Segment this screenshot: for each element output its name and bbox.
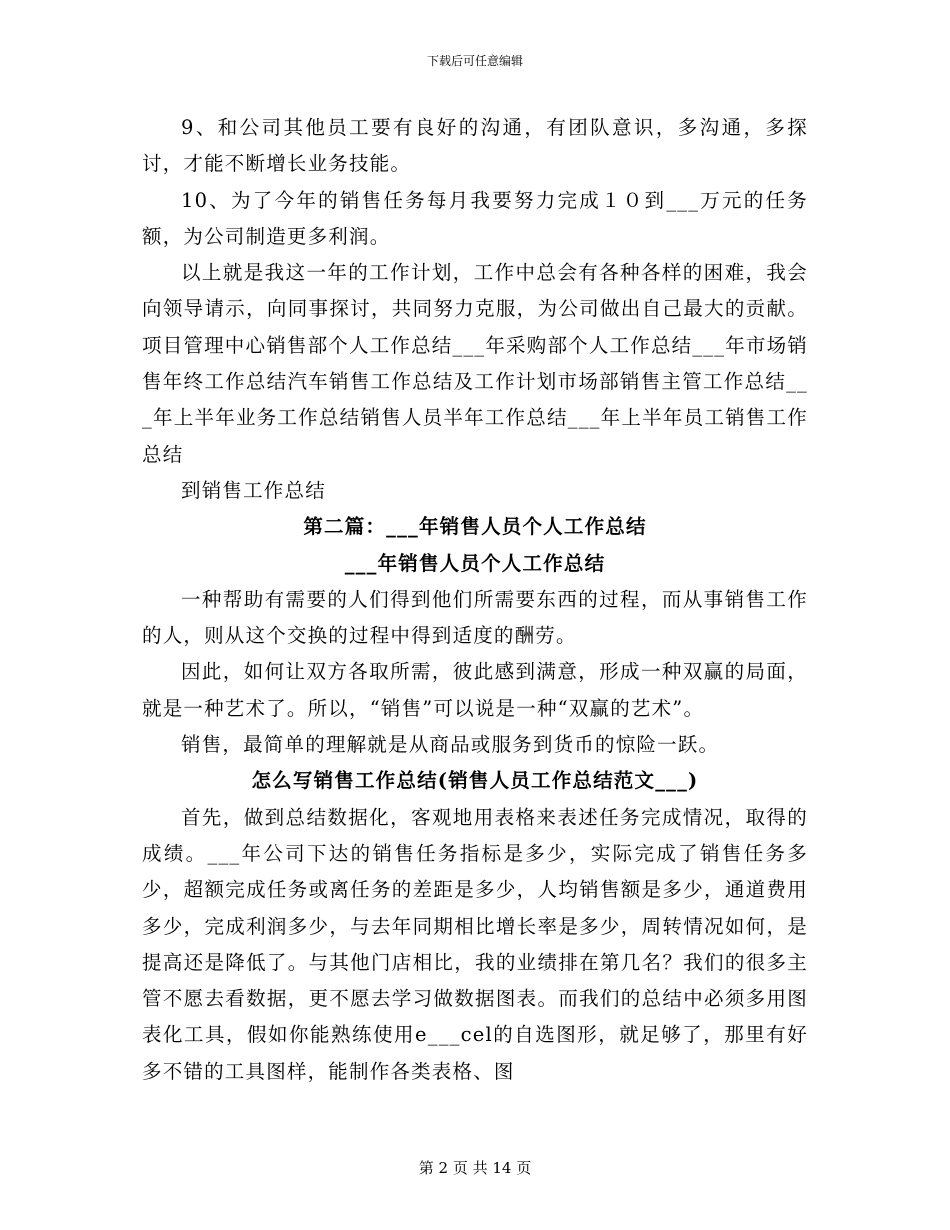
- paragraph-sales-leap: 销售，最简单的理解就是从商品或服务到货币的惊险一跃。: [181, 733, 720, 757]
- document-title: ___年销售人员个人工作总结: [344, 551, 606, 575]
- paragraph-win-win: 因此，如何让双方各取所需，彼此感到满意，形成一种双赢的局面，就是一种艺术了。所以，“销售”可以说是一种“双赢的艺术”。: [142, 660, 808, 720]
- paragraph-fragment: 到销售工作总结: [181, 478, 326, 502]
- section-heading: 第二篇：___年销售人员个人工作总结: [303, 515, 647, 539]
- paragraph-plan-summary: 以上就是我这一年的工作计划，工作中总会有各种各样的困难，我会向领导请示，向同事探讨，共同努力克服，为公司做出自己最大的贡献。项目管理中心销售部个人工作总结___年采购部个人工作总结___年市场销售年终工作总结汽车销售工作总结及工作计划市场部销售主管工作总结___年上半年业务工作总结销售人员半年工作总结___年上半年员工销售工作总结: [142, 261, 809, 466]
- paragraph-data-summary: 首先，做到总结数据化，客观地用表格来表述任务完成情况，取得的成绩。___年公司下达的销售任务指标是多少，实际完成了销售任务多少，超额完成任务或离任务的差距是多少，人均销售额是多少，通道费用多少，完成利润多少，与去年同期相比增长率是多少，周转情况如何，是提高还是降低了。与其他门店相比，我的业绩排在第几名？我们的很多主管不愿去看数据，更不愿去学习做数据图表。而我们的总结中必须多用图表化工具，假如你能熟练使用e___cel的自选图形，就足够了，那里有好多不错的工具图样，能制作各类表格、图: [142, 805, 808, 1083]
- paragraph-definition: 一种帮助有需要的人们得到他们所需要东西的过程，而从事销售工作的人，则从这个交换的过程中得到适度的酬劳。: [142, 587, 808, 648]
- paragraph-item-10: 10、为了今年的销售任务每月我要努力完成１０到___万元的任务额，为公司制造更多利润。: [142, 188, 808, 248]
- subsection-heading: 怎么写销售工作总结(销售人员工作总结范文___): [251, 769, 699, 793]
- page-number: 第 2 页 共 14 页: [418, 1159, 532, 1177]
- page-header: 下载后可任意编辑: [426, 54, 523, 68]
- document-body: [142, 110, 808, 1090]
- paragraph-item-9: 9、和公司其他员工要有良好的沟通，有团队意识，多沟通，多探讨，才能不断增长业务技能。: [142, 116, 808, 176]
